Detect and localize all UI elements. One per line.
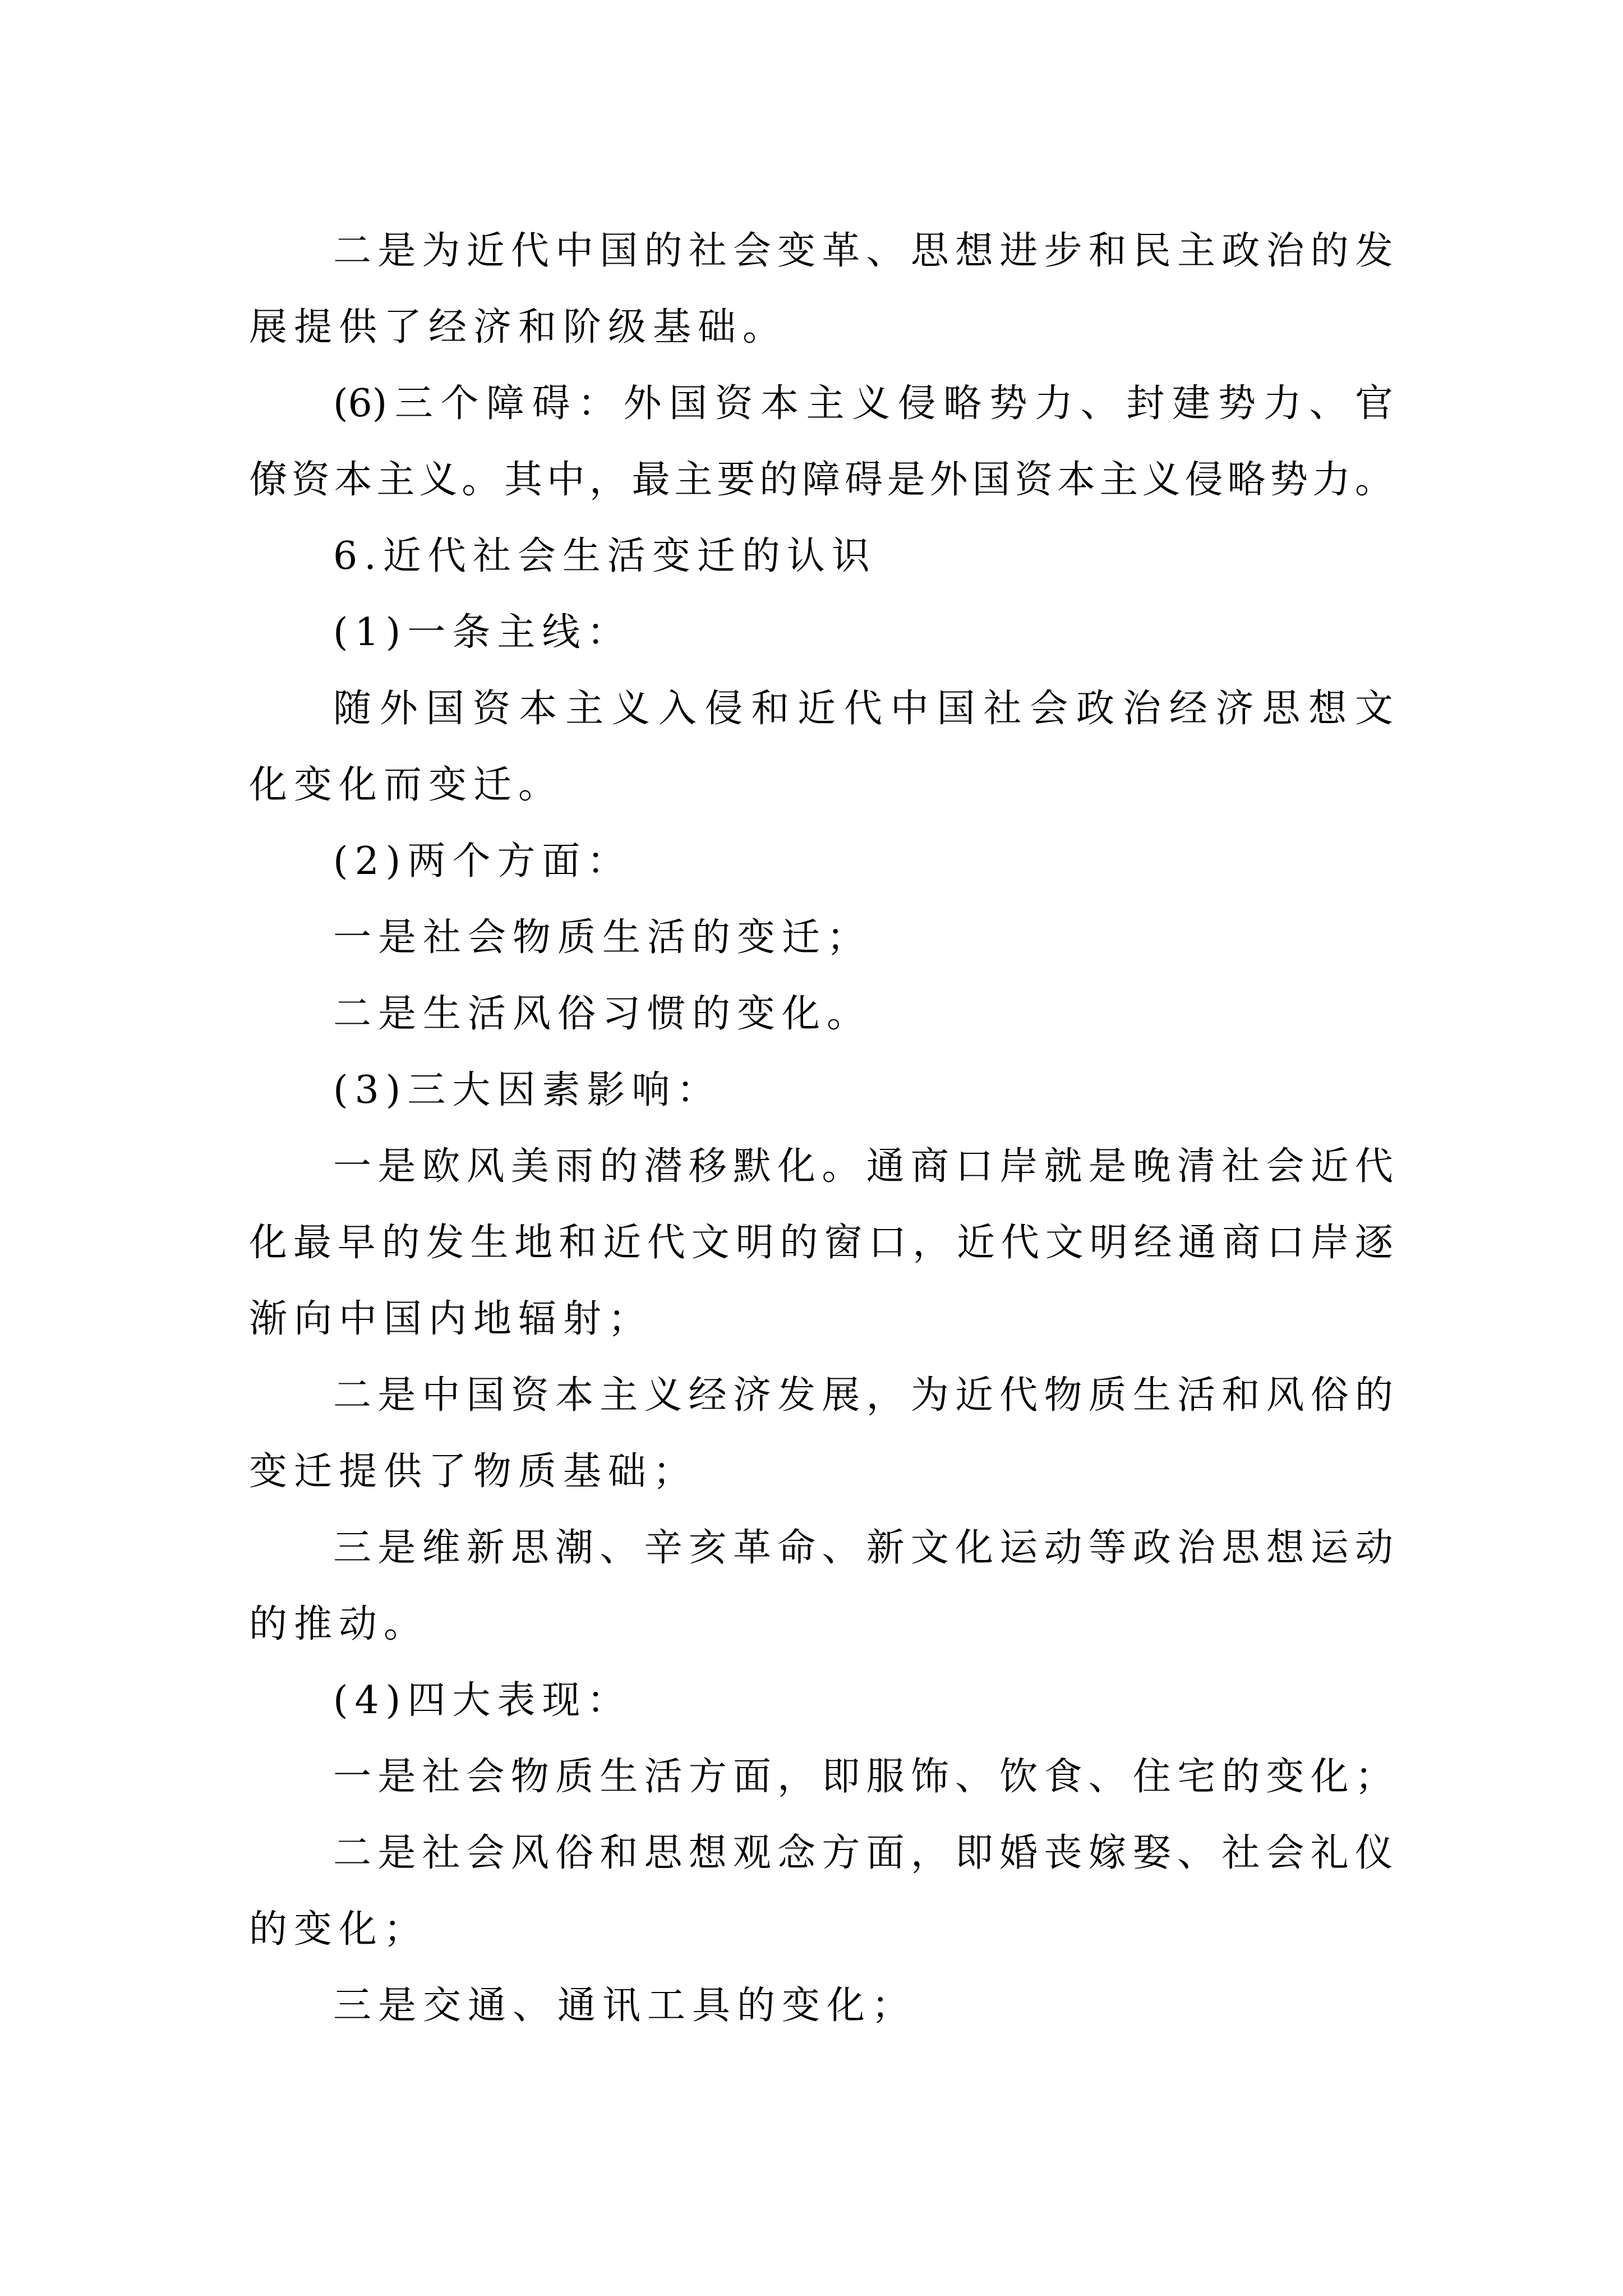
text-line: 的变化； bbox=[249, 1907, 429, 1952]
text-line: 僚资本主义。其中，最主要的障碍是外国资本主义侵略势力。 bbox=[249, 458, 1393, 502]
body-text bbox=[249, 213, 1393, 2044]
text-line: 渐向中国内地辐射； bbox=[249, 1297, 653, 1341]
text-line: 一是欧风美雨的潜移默化。通商口岸就是晚清社会近代 bbox=[333, 1144, 1393, 1189]
text-line: (4)四大表现： bbox=[333, 1678, 632, 1723]
text-line: 一是社会物质生活的变迁； bbox=[333, 915, 872, 960]
text-line: 的推动。 bbox=[249, 1602, 429, 1646]
text-line: (6)三个障碍：外国资本主义侵略势力、封建势力、官 bbox=[333, 381, 1393, 426]
text-line: 化最早的发生地和近代文明的窗口，近代文明经通商口岸逐 bbox=[249, 1221, 1393, 1265]
text-line: 二是生活风俗习惯的变化。 bbox=[333, 992, 872, 1036]
text-line: (2)两个方面： bbox=[333, 839, 632, 884]
text-line: (3)三大因素影响： bbox=[333, 1068, 722, 1112]
text-line: 化变化而变迁。 bbox=[249, 763, 564, 807]
text-line: 二是中国资本主义经济发展，为近代物质生活和风俗的 bbox=[333, 1373, 1393, 1418]
text-line: 三是维新思潮、辛亥革命、新文化运动等政治思想运动 bbox=[333, 1526, 1393, 1570]
text-line: 二是社会风俗和思想观念方面，即婚丧嫁娶、社会礼仪 bbox=[333, 1831, 1393, 1875]
text-line: 变迁提供了物质基础； bbox=[249, 1450, 698, 1494]
text-line: 三是交通、通讯工具的变化； bbox=[333, 1984, 917, 2028]
text-line: 二是为近代中国的社会变革、思想进步和民主政治的发 bbox=[333, 229, 1393, 273]
text-line: 一是社会物质生活方面，即服饰、饮食、住宅的变化； bbox=[333, 1755, 1393, 1799]
text-line: (1)一条主线： bbox=[333, 610, 632, 655]
text-line: 随外国资本主义入侵和近代中国社会政治经济思想文 bbox=[333, 687, 1393, 731]
text-line: 展提供了经济和阶级基础。 bbox=[249, 305, 788, 349]
text-line: 6.近代社会生活变迁的认识 bbox=[333, 534, 877, 578]
